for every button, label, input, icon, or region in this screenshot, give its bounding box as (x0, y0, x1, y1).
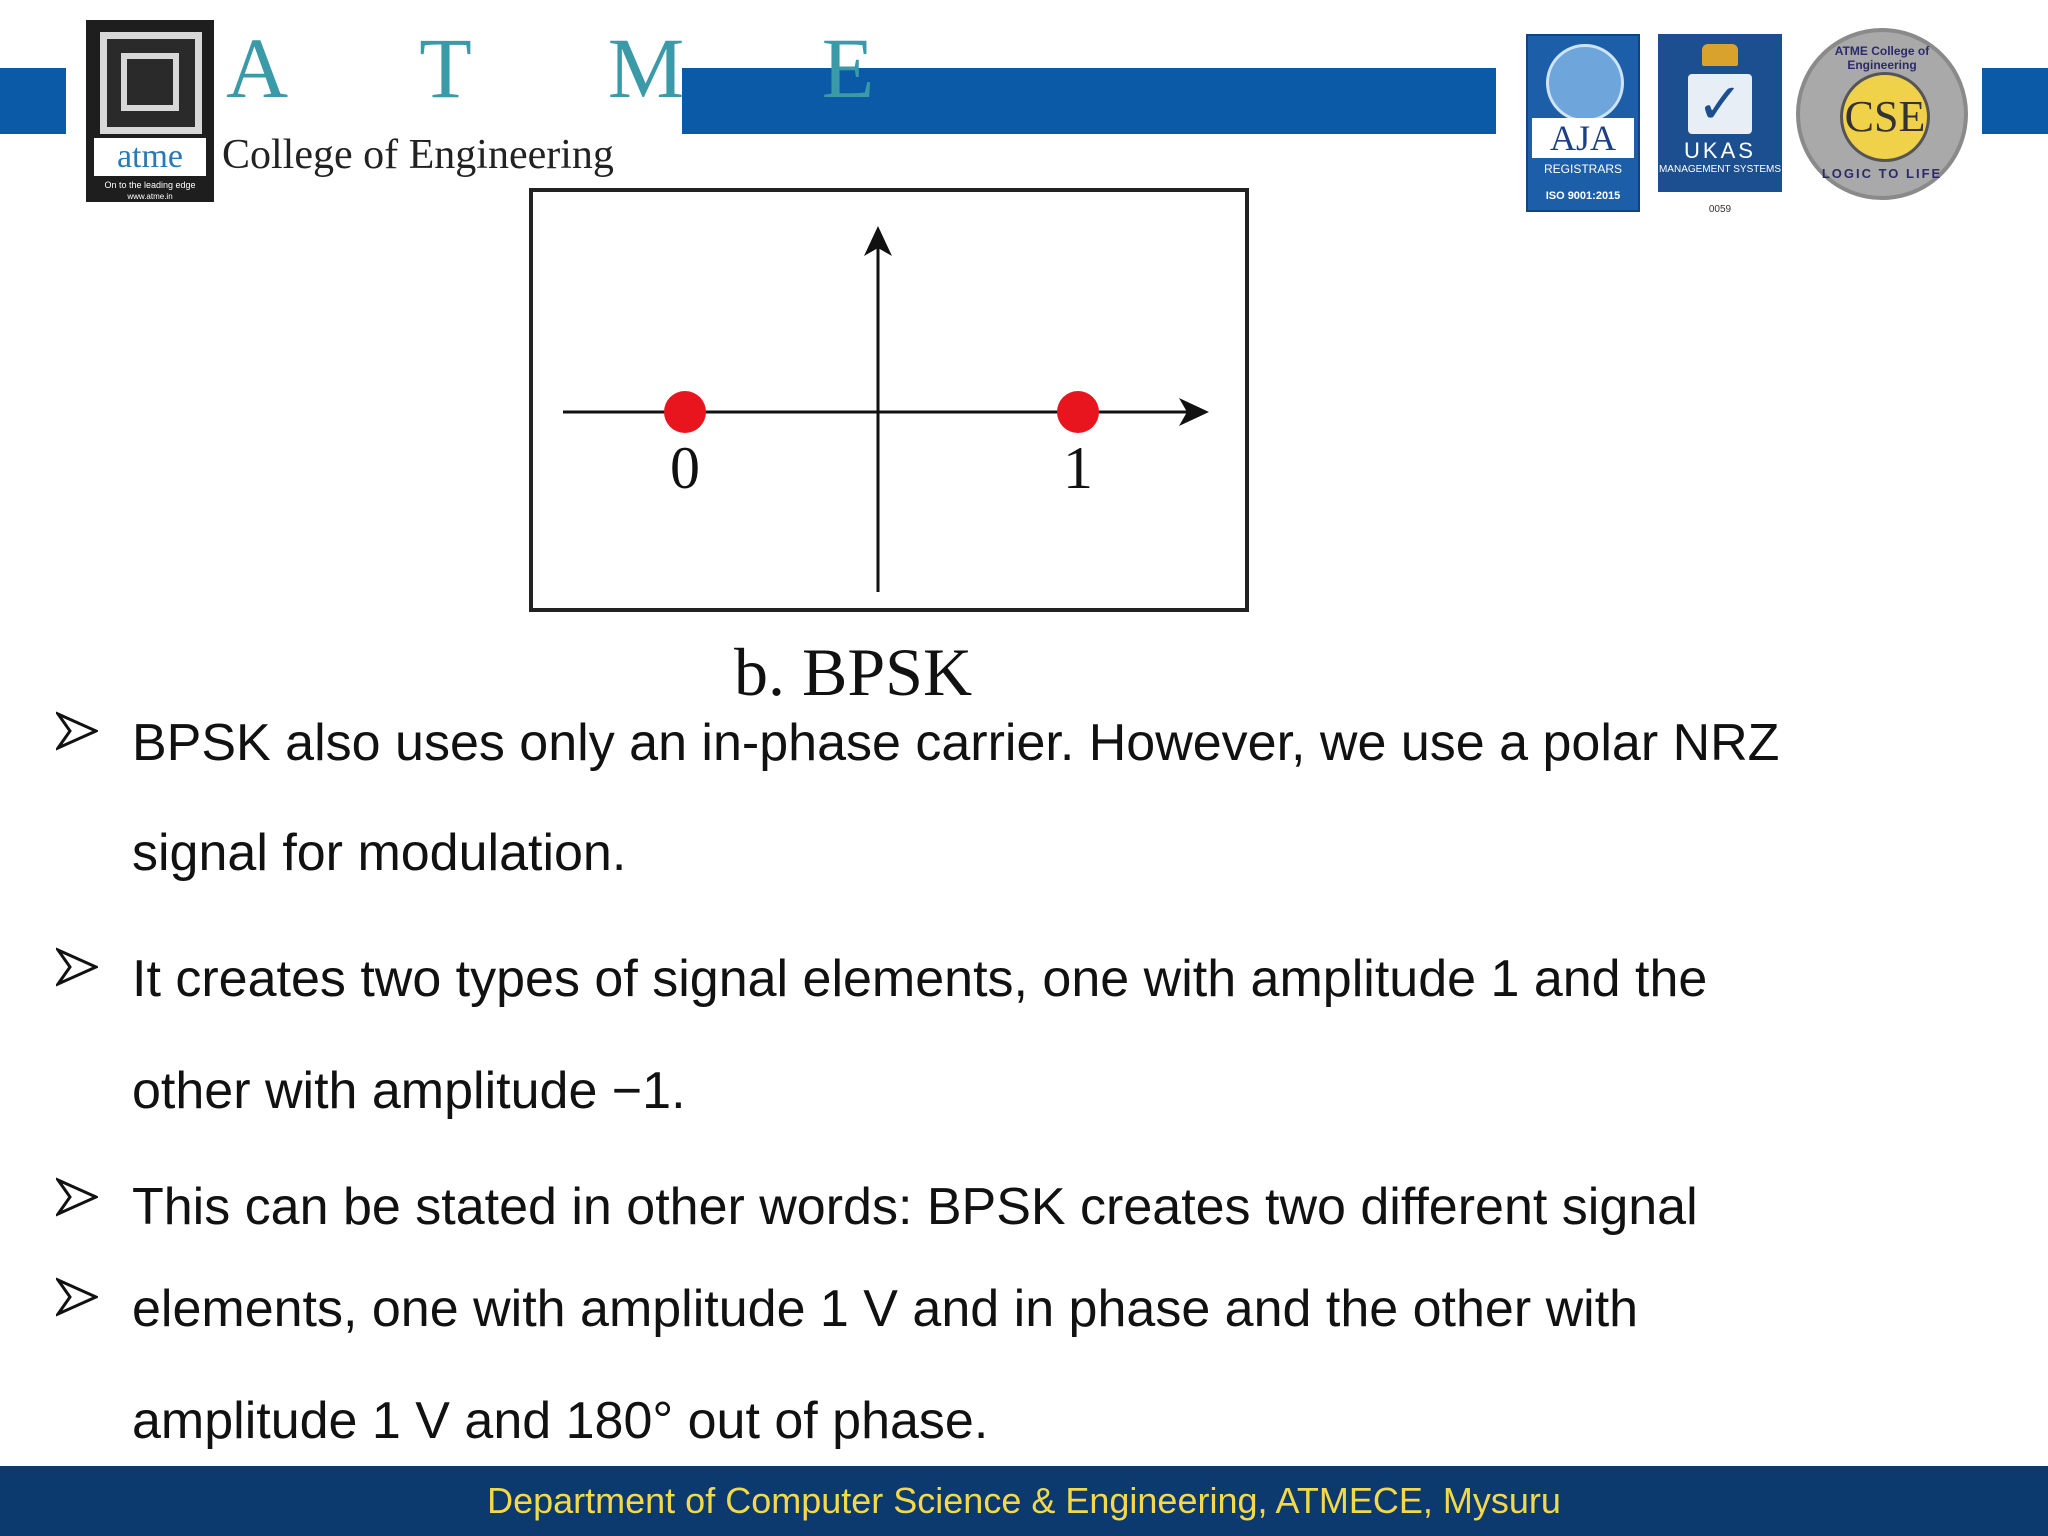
college-acronym-title: A T M E (226, 20, 933, 116)
globe-icon (1546, 44, 1624, 122)
atme-logo (86, 20, 214, 202)
bpsk-constellation-figure (529, 188, 1249, 612)
constellation-point-0 (664, 391, 706, 433)
cse-seal-ring-bottom: LOGIC TO LIFE (1821, 166, 1943, 181)
aja-badge-name: AJA (1532, 118, 1634, 158)
arrow-bullet-icon (56, 1176, 98, 1218)
footer-department-text: Department of Computer Science & Engineering, ATMECE, Mysuru (487, 1480, 1561, 1521)
point-label-1: 1 (1063, 435, 1093, 501)
cse-department-seal (1796, 28, 1968, 200)
constellation-diagram (533, 192, 1245, 608)
logo-frame-icon (100, 32, 202, 134)
logo-tagline: On to the leading edge (104, 180, 196, 190)
crown-icon (1702, 44, 1738, 66)
aja-badge-registrars: REGISTRARS (1543, 162, 1622, 176)
cse-seal-text: CSE (1844, 92, 1926, 141)
bullet-4-line-1: elements, one with amplitude 1 V and in phase and the other with (132, 1280, 1639, 1338)
bullet-1-line-1: BPSK also uses only an in-phase carrier. However, we use a polar NRZ (132, 714, 1780, 772)
aja-registrars-badge (1526, 34, 1640, 212)
footer-bar (0, 1466, 2048, 1536)
ukas-badge (1658, 34, 1782, 192)
point-label-0: 0 (670, 435, 700, 501)
bullet-2-line-2: other with amplitude −1. (132, 1062, 686, 1120)
bullet-3-line-1: This can be stated in other words: BPSK creates two different signal (132, 1178, 1698, 1236)
logo-word: atme (94, 138, 206, 176)
cse-seal-center (1840, 72, 1930, 162)
logo-url: www.atme.in (127, 192, 173, 201)
ukas-badge-number: 0059 (1708, 204, 1732, 215)
bullet-2-line-1: It creates two types of signal elements, one with amplitude 1 and the (132, 950, 1708, 1008)
college-subtitle: College of Engineering (222, 132, 614, 178)
aja-badge-iso: ISO 9001:2015 (1545, 190, 1621, 202)
cse-seal-ring-top: ATME College of Engineering (1834, 44, 1930, 72)
arrow-bullet-icon (56, 710, 98, 752)
arrow-bullet-icon (56, 946, 98, 988)
bullet-4-line-2: amplitude 1 V and 180° out of phase. (132, 1392, 989, 1450)
header-band-left (0, 68, 66, 134)
arrow-bullet-icon (56, 1276, 98, 1318)
header-band-right (1982, 68, 2048, 134)
figure-caption: b. BPSK (734, 634, 973, 710)
ukas-badge-name: UKAS (1684, 138, 1756, 163)
bullet-1-line-2: signal for modulation. (132, 824, 627, 882)
checkmark-icon: ✓ (1688, 74, 1752, 134)
constellation-point-1 (1057, 391, 1099, 433)
ukas-badge-sub: MANAGEMENT SYSTEMS (1658, 164, 1782, 175)
